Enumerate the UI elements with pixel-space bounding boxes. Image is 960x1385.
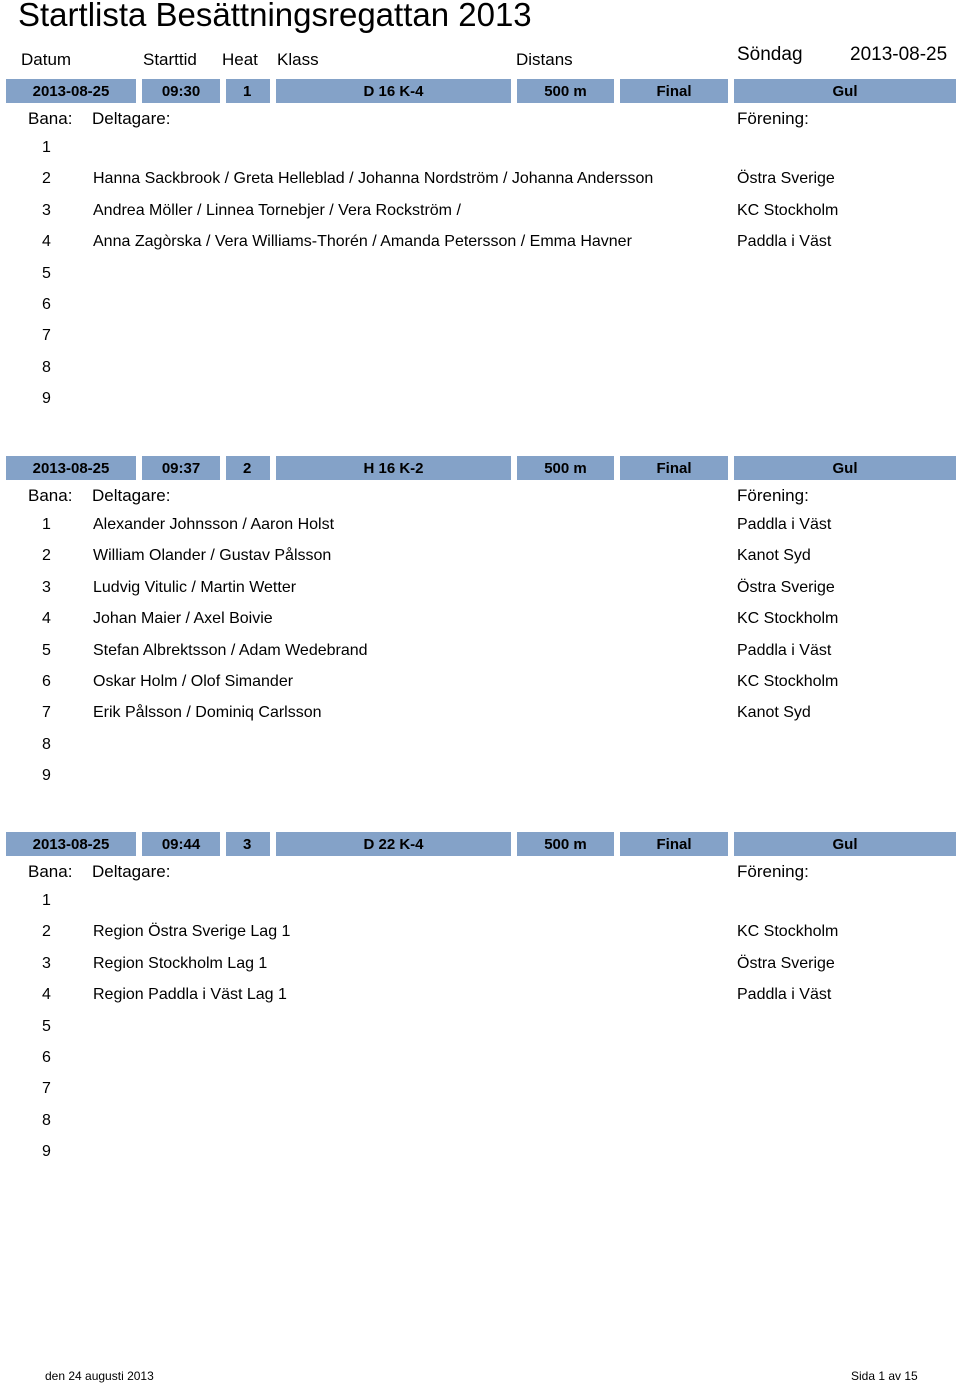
heat-distance-cell: 500 m [517,832,614,856]
footer-date: den 24 augusti 2013 [45,1369,154,1383]
lane-row [0,1112,960,1143]
lane-row [0,170,960,201]
lane-number: 5 [42,641,51,659]
heat-time-cell: 09:37 [142,456,220,480]
heat-class-cell: D 16 K-4 [276,79,511,103]
lane-row [0,642,960,673]
lane-number: 6 [42,296,51,313]
footer-page-number: Sida 1 av 15 [851,1369,918,1383]
lane-row [0,139,960,170]
lane-row [0,704,960,735]
club-name: KC Stockholm [737,610,839,628]
lane-row [0,233,960,264]
lane-number: 6 [42,1049,51,1066]
lane-number: 1 [42,139,51,156]
participants-header-label: Deltagare: [92,862,171,881]
heat-date-cell: 2013-08-25 [6,79,136,103]
lane-row [0,547,960,578]
crew-names: Hanna Sackbrook / Greta Helleblad / Johanna Nordström / Johanna Andersson [93,170,654,188]
heat-date-cell: 2013-08-25 [6,832,136,856]
lane-row [0,516,960,547]
heat-number-cell: 3 [226,832,270,856]
crew-names: Ludvig Vitulic / Martin Wetter [93,578,297,596]
crew-names: Oskar Holm / Olof Simander [93,673,294,690]
lane-row [0,923,960,954]
club-header-label: Förening: [737,862,809,881]
club-name: Kanot Syd [737,547,811,565]
lane-header-label: Bana: [28,862,73,881]
heat-header-bar [0,79,960,103]
lane-number: 2 [42,170,51,188]
heat-header-bar [0,456,960,480]
date-label: 2013-08-25 [850,44,948,65]
participants-header-label: Deltagare: [92,486,171,505]
column-header-klass: Klass [277,50,319,69]
lane-number: 2 [42,923,51,941]
lane-row [0,1018,960,1049]
lane-row [0,955,960,986]
lane-number: 3 [42,578,51,596]
crew-names: Andrea Möller / Linnea Tornebjer / Vera Rockström / [93,201,461,219]
club-name: Östra Sverige [737,954,835,972]
club-name: Kanot Syd [737,704,811,722]
lane-number: 8 [42,735,51,753]
heat-header-bar [0,832,960,856]
crew-names: Region Östra Sverige Lag 1 [93,923,291,941]
heat-class-cell: D 22 K-4 [276,832,511,856]
heat-stage-cell: Final [620,832,728,856]
heat-color-cell: Gul [734,456,956,480]
lane-number: 4 [42,986,51,1004]
heat-color-cell: Gul [734,832,956,856]
lane-row [0,359,960,390]
lane-row [0,610,960,641]
column-header-heat: Heat [222,50,258,69]
lane-number: 4 [42,233,51,251]
lane-header-label: Bana: [28,109,73,128]
club-name: KC Stockholm [737,201,839,219]
heat-stage-cell: Final [620,79,728,103]
lane-number: 8 [42,1111,51,1129]
lane-number: 9 [42,390,51,408]
club-name: Paddla i Väst [737,641,832,659]
page-title: Startlista Besättningsregattan 2013 [18,0,532,33]
crew-names: Erik Pålsson / Dominiq Carlsson [93,704,322,722]
crew-names: Stefan Albrektsson / Adam Wedebrand [93,641,368,659]
crew-names: Anna Zagòrska / Vera Williams-Thorén / Amanda Petersson / Emma Havner [93,233,632,251]
column-header-distans: Distans [516,50,573,69]
heat-date-cell: 2013-08-25 [6,456,136,480]
club-header-label: Förening: [737,109,809,128]
lane-header-label: Bana: [28,486,73,505]
lane-number: 7 [42,327,51,345]
lane-number: 7 [42,1080,51,1098]
column-header-datum: Datum [21,50,72,69]
crew-names: Region Stockholm Lag 1 [93,954,268,972]
heat-class-cell: H 16 K-2 [276,456,511,480]
column-header-starttid: Starttid [143,50,197,69]
heat-color-cell: Gul [734,79,956,103]
lane-number: 9 [42,767,51,785]
weekday-label: Söndag [737,44,803,65]
lane-number: 5 [42,1017,51,1035]
lane-row [0,986,960,1017]
lane-row [0,1049,960,1080]
club-name: KC Stockholm [737,673,839,690]
lane-number: 7 [42,704,51,722]
lane-row [0,767,960,798]
heat-number-cell: 2 [226,456,270,480]
lane-row [0,892,960,923]
lane-row [0,296,960,327]
lane-row [0,327,960,358]
lane-number: 4 [42,610,51,628]
lane-row [0,673,960,704]
club-name: Paddla i Väst [737,986,832,1004]
lane-row [0,390,960,421]
crew-names: Alexander Johnsson / Aaron Holst [93,516,335,533]
lane-row [0,1080,960,1111]
heat-time-cell: 09:44 [142,832,220,856]
club-name: Paddla i Väst [737,233,832,251]
lane-row [0,1143,960,1174]
crew-names: William Olander / Gustav Pålsson [93,547,332,565]
club-name: Östra Sverige [737,578,835,596]
lane-row [0,736,960,767]
crew-names: Region Paddla i Väst Lag 1 [93,986,287,1004]
lane-number: 8 [42,358,51,376]
lane-number: 3 [42,201,51,219]
heat-distance-cell: 500 m [517,456,614,480]
lane-row [0,265,960,296]
lane-row [0,579,960,610]
club-name: Paddla i Väst [737,516,832,533]
heat-number-cell: 1 [226,79,270,103]
club-header-label: Förening: [737,486,809,505]
heat-time-cell: 09:30 [142,79,220,103]
participants-header-label: Deltagare: [92,109,171,128]
lane-row [0,202,960,233]
lane-number: 1 [42,516,51,533]
club-name: Östra Sverige [737,170,835,188]
lane-number: 9 [42,1143,51,1161]
club-name: KC Stockholm [737,923,839,941]
lane-number: 6 [42,673,51,690]
lane-number: 2 [42,547,51,565]
heat-stage-cell: Final [620,456,728,480]
heat-distance-cell: 500 m [517,79,614,103]
lane-number: 5 [42,264,51,282]
lane-number: 1 [42,892,51,909]
crew-names: Johan Maier / Axel Boivie [93,610,273,628]
lane-number: 3 [42,954,51,972]
